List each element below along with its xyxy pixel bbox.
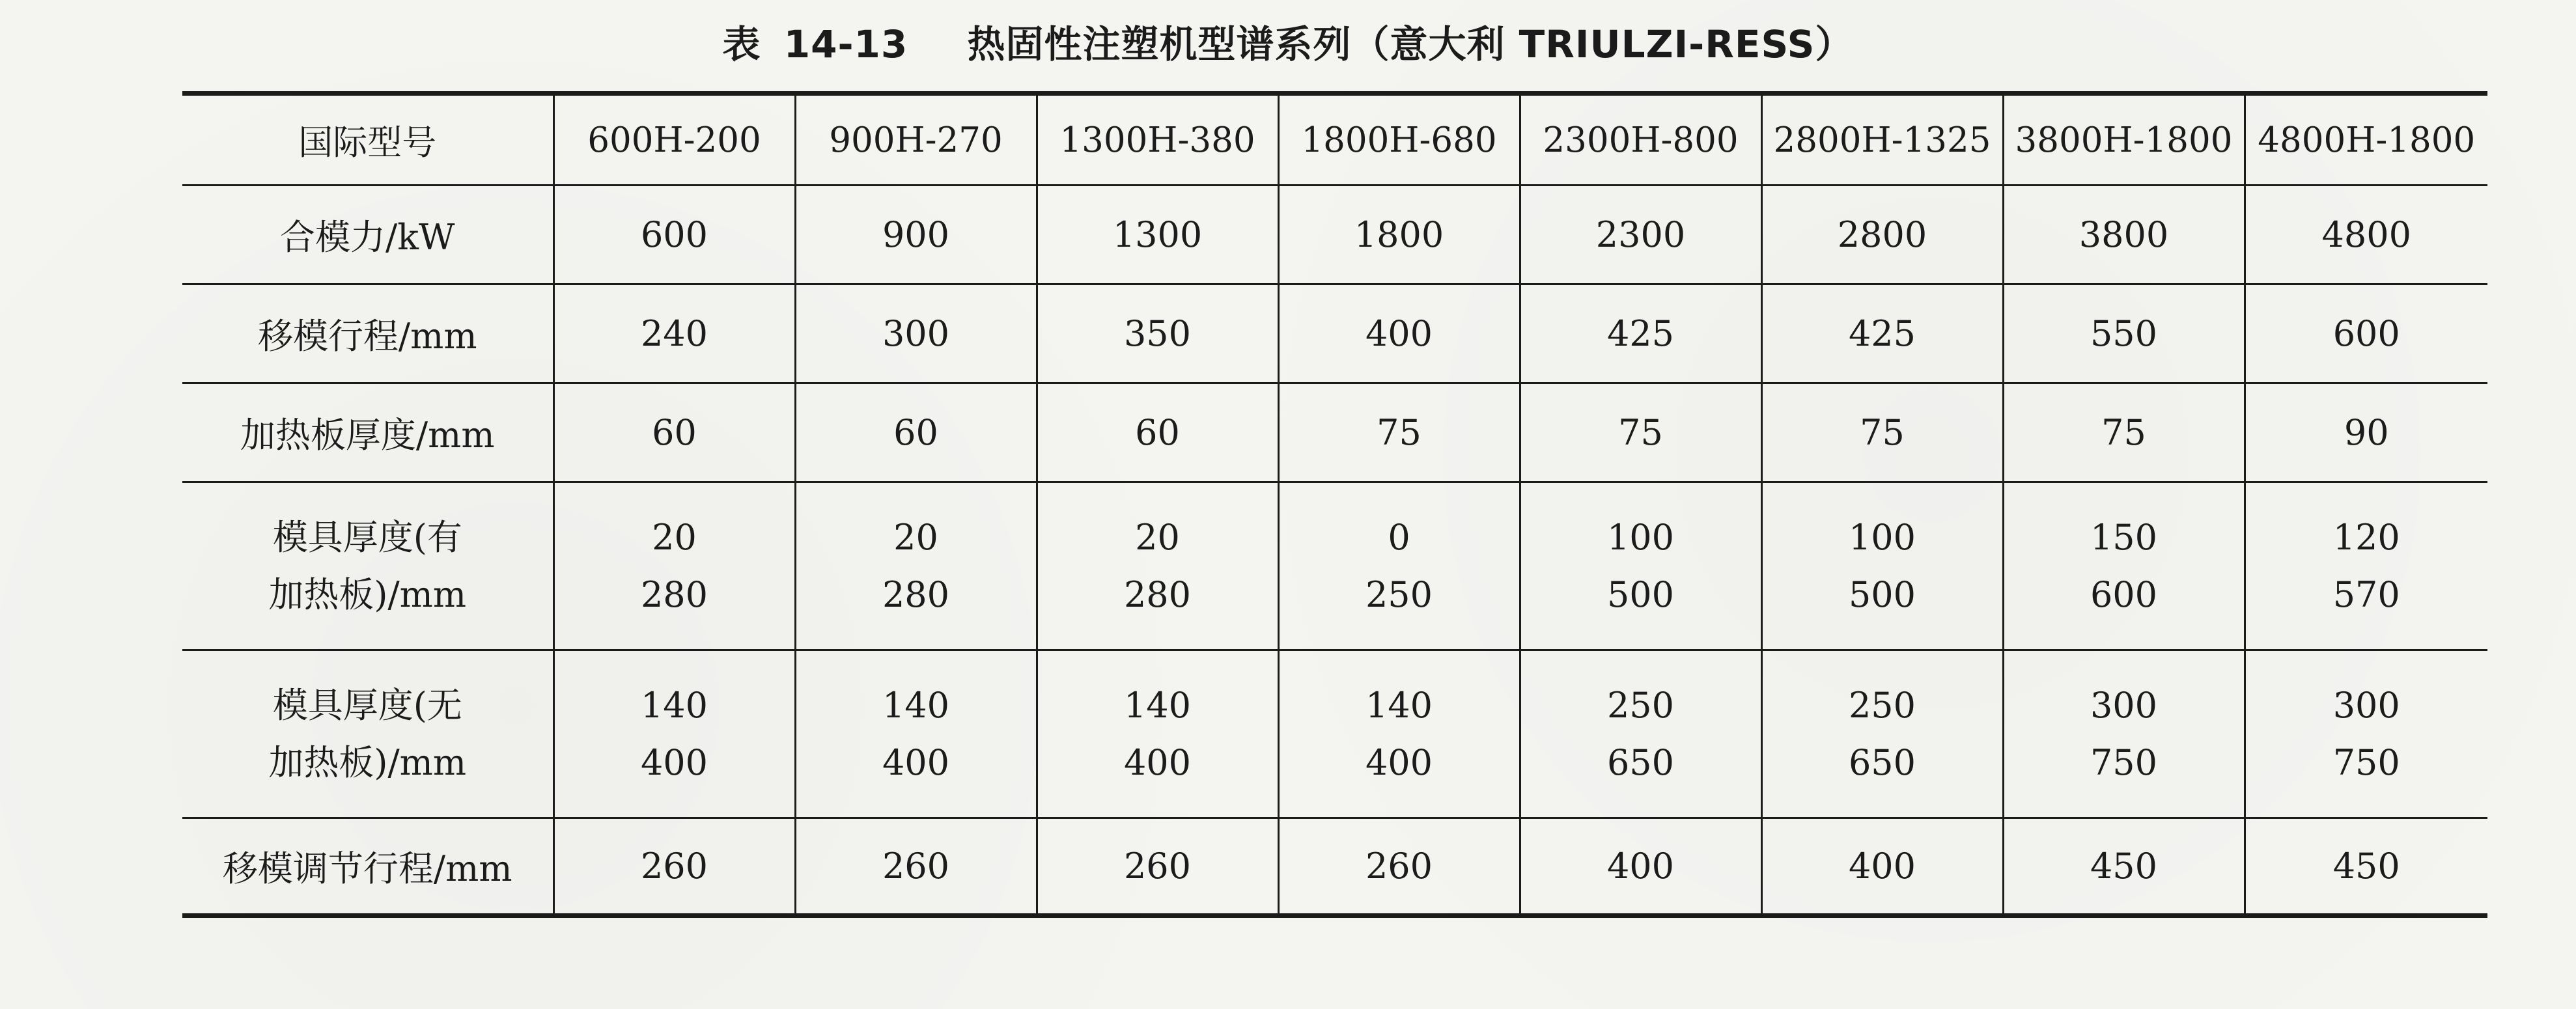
table-cell (2003, 482, 2245, 650)
table-caption-prefix: 表 (722, 22, 761, 66)
cell-line: 0 (1388, 516, 1410, 558)
table-cell: 90 (2245, 383, 2487, 482)
table-cell: 1800 (1278, 186, 1520, 284)
cell-line: 140 (1365, 684, 1433, 726)
table-row-clamping-force (182, 186, 2487, 284)
model-header: 600H-200 (553, 94, 795, 186)
table-cell (1037, 650, 1278, 818)
table-cell: 75 (1278, 383, 1520, 482)
cell-line: 650 (1848, 741, 1916, 783)
cell-line: 20 (893, 516, 938, 558)
table-cell: 550 (2003, 284, 2245, 383)
table-cell: 450 (2245, 818, 2487, 916)
cell-line: 140 (882, 684, 950, 726)
cell-line: 570 (2332, 574, 2400, 615)
table-cell: 600 (2245, 284, 2487, 383)
table-cell: 600 (553, 186, 795, 284)
table-cell: 2300 (1520, 186, 1761, 284)
cell-line: 400 (882, 741, 950, 783)
table-caption-number: 14-13 (783, 22, 908, 66)
cell-line: 140 (640, 684, 708, 726)
row-label: 移模行程/mm (182, 284, 553, 383)
model-header: 4800H-1800 (2245, 94, 2487, 186)
table-cell (2245, 650, 2487, 818)
table-cell: 450 (2003, 818, 2245, 916)
row-label: 合模力/kW (182, 186, 553, 284)
row-label (182, 650, 553, 818)
table-cell: 260 (795, 818, 1037, 916)
table-caption (0, 12, 2576, 77)
table-cell (1037, 482, 1278, 650)
table-cell: 260 (553, 818, 795, 916)
cell-line: 400 (1365, 741, 1433, 783)
model-header: 900H-270 (795, 94, 1037, 186)
model-header: 1800H-680 (1278, 94, 1520, 186)
table-cell (553, 482, 795, 650)
table-caption-title: 热固性注塑机型谱系列（意大利 TRIULZI-RESS） (967, 22, 1854, 66)
row-label: 移模调节行程/mm (182, 818, 553, 916)
table-row-mold-thickness-with-plate (182, 482, 2487, 650)
cell-line: 400 (1123, 741, 1192, 783)
table-cell: 260 (1037, 818, 1278, 916)
header-label: 国际型号 (298, 123, 437, 163)
table-row-mold-thickness-without-plate (182, 650, 2487, 818)
row-label-line: 加热板)/mm (268, 574, 467, 615)
cell-line: 280 (1123, 574, 1192, 615)
model-header: 2300H-800 (1520, 94, 1761, 186)
table-cell (1278, 482, 1520, 650)
table-cell: 2800 (1761, 186, 2003, 284)
cell-line: 650 (1606, 741, 1675, 783)
table-cell: 75 (1520, 383, 1761, 482)
table-cell (1761, 650, 2003, 818)
table-cell (795, 650, 1037, 818)
cell-line: 100 (1606, 516, 1675, 558)
cell-line: 280 (640, 574, 708, 615)
row-label (182, 482, 553, 650)
model-header: 2800H-1325 (1761, 94, 2003, 186)
table-cell: 60 (553, 383, 795, 482)
table-cell (1520, 482, 1761, 650)
cell-line: 140 (1123, 684, 1192, 726)
table-cell: 240 (553, 284, 795, 383)
table-cell (2245, 482, 2487, 650)
table-cell: 425 (1761, 284, 2003, 383)
table-cell: 3800 (2003, 186, 2245, 284)
row-label-line: 加热板)/mm (268, 741, 467, 783)
table-cell: 300 (795, 284, 1037, 383)
table-cell: 260 (1278, 818, 1520, 916)
cell-line: 500 (1848, 574, 1916, 615)
table-row-heating-plate (182, 383, 2487, 482)
cell-line: 300 (2332, 684, 2400, 726)
table-cell: 75 (1761, 383, 2003, 482)
cell-line: 250 (1606, 684, 1675, 726)
cell-line: 120 (2332, 516, 2400, 558)
row-label-line: 模具厚度(有 (272, 516, 462, 558)
table-cell: 350 (1037, 284, 1278, 383)
table-cell: 4800 (2245, 186, 2487, 284)
table-row-model (182, 94, 2487, 186)
table-cell (1520, 650, 1761, 818)
row-label: 加热板厚度/mm (182, 383, 553, 482)
cell-line: 750 (2332, 741, 2400, 783)
table-cell: 400 (1761, 818, 2003, 916)
table-cell (795, 482, 1037, 650)
spec-table (182, 91, 2487, 918)
cell-line: 20 (652, 516, 697, 558)
table-cell: 400 (1520, 818, 1761, 916)
table-row-mold-stroke (182, 284, 2487, 383)
cell-line: 100 (1848, 516, 1916, 558)
cell-line: 500 (1606, 574, 1675, 615)
cell-line: 150 (2090, 516, 2158, 558)
cell-line: 250 (1365, 574, 1433, 615)
table-cell: 425 (1520, 284, 1761, 383)
cell-line: 20 (1135, 516, 1180, 558)
cell-line: 300 (2090, 684, 2158, 726)
cell-line: 280 (882, 574, 950, 615)
row-label-line: 模具厚度(无 (272, 684, 462, 726)
table-cell (1278, 650, 1520, 818)
table-cell (1761, 482, 2003, 650)
cell-line: 750 (2090, 741, 2158, 783)
table-cell: 900 (795, 186, 1037, 284)
table-cell: 1300 (1037, 186, 1278, 284)
cell-line: 400 (640, 741, 708, 783)
table-cell: 60 (795, 383, 1037, 482)
table-cell: 75 (2003, 383, 2245, 482)
model-header: 3800H-1800 (2003, 94, 2245, 186)
table-cell: 400 (1278, 284, 1520, 383)
table-cell (553, 650, 795, 818)
table-row-adjustment-stroke (182, 818, 2487, 916)
cell-line: 600 (2090, 574, 2158, 615)
cell-line: 250 (1848, 684, 1916, 726)
model-header: 1300H-380 (1037, 94, 1278, 186)
table-cell: 60 (1037, 383, 1278, 482)
table-cell (2003, 650, 2245, 818)
